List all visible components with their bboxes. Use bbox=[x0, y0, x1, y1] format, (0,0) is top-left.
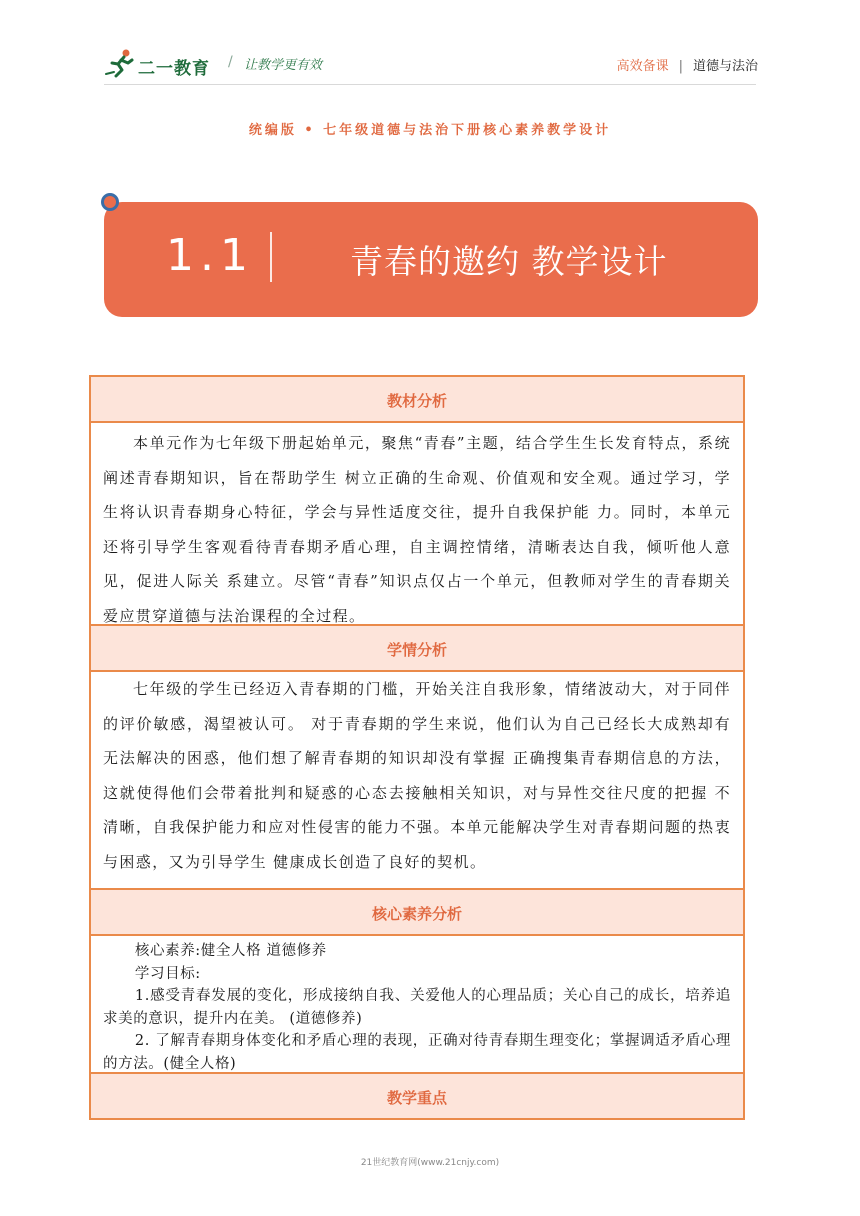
document-subtitle: 统编版 • 七年级道德与法治下册核心素养教学设计 bbox=[248, 123, 612, 138]
banner-divider bbox=[270, 232, 272, 282]
slogan: 让教学更有效 bbox=[244, 58, 323, 73]
section-body-core bbox=[91, 936, 743, 1074]
header-divider bbox=[104, 84, 756, 85]
section-header-core: 核心素养分析 bbox=[91, 890, 743, 936]
core-literacy-block bbox=[91, 940, 743, 1075]
student-analysis-text: 七年级的学生已经迈入青春期的门槛，开始关注自我形象，情绪波动大，对于同伴的评价敏感，渴望被认可。 对于青春期的学生来说，他们认为自己已经长大成熟却有无法解决的困惑，他们想了解青春期的知识却没有掌握 正确搜集青春期信息的方法，这就使得他们会带着批判和疑惑的心态去接触相关知识，对与异性交往尺度的把握 不清晰，自我保护能力和应对性侵害的能力不强。本单元能解决学生对青春期问题的热衷与困惑，又为引导学生 健康成长创造了良好的契机。 bbox=[103, 680, 731, 871]
page-footer: 21世纪教育网(www.21cnjy.com) bbox=[360, 1158, 500, 1168]
banner-dot-icon bbox=[101, 193, 119, 211]
section-header-students: 学情分析 bbox=[91, 626, 743, 672]
learning-goals-label: 学习目标: bbox=[134, 965, 201, 982]
lesson-number: 1.1 bbox=[166, 230, 254, 281]
lesson-plan-table bbox=[89, 375, 745, 1120]
lesson-banner bbox=[104, 202, 758, 317]
logo-text: 二一教育 bbox=[138, 59, 210, 79]
section-body-students bbox=[91, 672, 743, 890]
core-literacy-line: 核心素养:健全人格 道德修养 bbox=[134, 943, 327, 959]
section-header-textbook: 教材分析 bbox=[91, 377, 743, 423]
logo[interactable] bbox=[104, 48, 224, 80]
runner-icon bbox=[104, 48, 138, 78]
slogan-separator: / bbox=[228, 54, 233, 70]
header-separator: | bbox=[678, 59, 683, 74]
learning-goal-2: 2. 了解青春期身体变化和矛盾心理的表现，正确对待青春期生理变化；掌握调适矛盾心理的方法。(健全人格) bbox=[103, 1033, 731, 1072]
textbook-analysis-text: 本单元作为七年级下册起始单元，聚焦“青春”主题，结合学生生长发育特点，系统阐述青春期知识，旨在帮助学生 树立正确的生命观、价值观和安全观。通过学习，学生将认识青春期身心特征，学会与异性适度交往，提升自我保护能 力。同时，本单元还将引导学生客观看待青春期矛盾心理，自主调控情绪，清晰表达自我，倾听他人意见，促进人际关 系建立。尽管“青春”知识点仅占一个单元，但教师对学生的青春期关爱应贯穿道德与法治课程的全过程。 bbox=[103, 434, 731, 625]
page-header bbox=[0, 0, 860, 100]
header-right bbox=[617, 55, 758, 74]
learning-goal-1: 1.感受青春发展的变化，形成接纳自我、关爱他人的心理品质；关心自己的成长，培养追求美的意识，提升内在美。 (道德修养) bbox=[103, 988, 731, 1027]
section-header-key-points: 教学重点 bbox=[91, 1074, 743, 1118]
lesson-title: 青春的邀约 教学设计 bbox=[350, 242, 668, 281]
header-tag: 高效备课 bbox=[616, 59, 669, 74]
section-body-textbook bbox=[91, 423, 743, 626]
header-subject: 道德与法治 bbox=[692, 59, 758, 74]
